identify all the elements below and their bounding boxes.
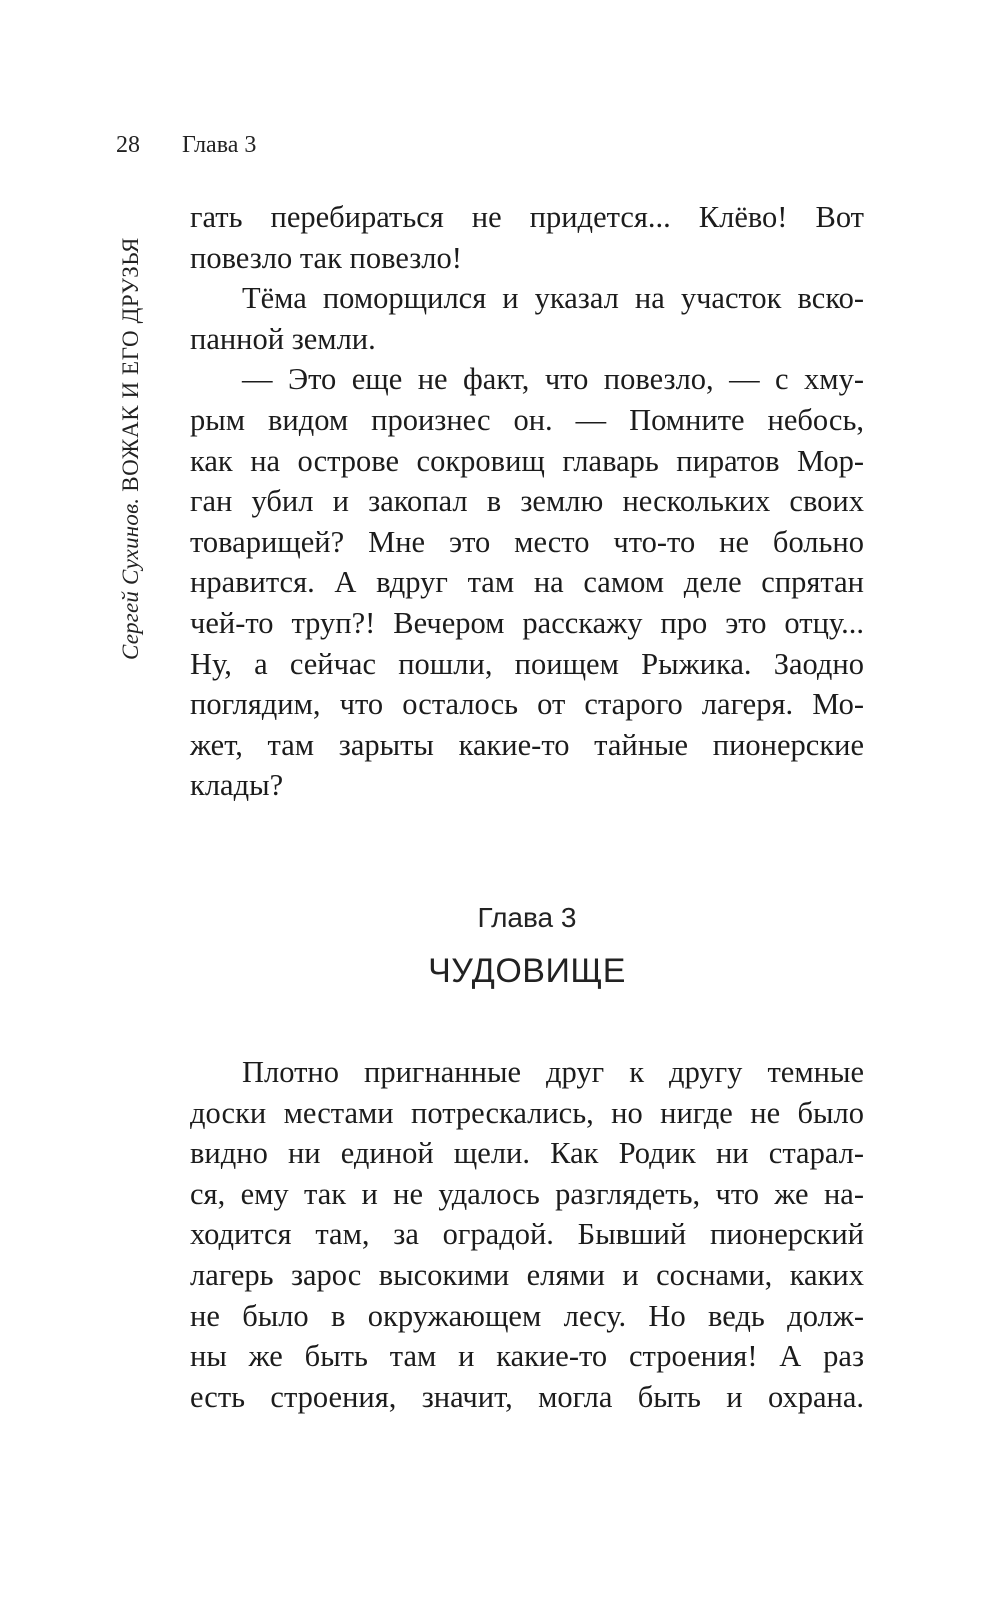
text-line: — Это еще не факт, что повезло, — с хму- bbox=[242, 362, 864, 397]
spine-title bbox=[118, 190, 154, 660]
text-line: Ну, а сейчас пошли, поищем Рыжика. Заодно bbox=[190, 646, 864, 681]
text-line: Тёма поморщился и указал на участок вско- bbox=[242, 281, 864, 316]
chapter-number: Глава 3 bbox=[477, 902, 577, 933]
running-title: Глава 3 bbox=[182, 132, 257, 158]
text-line: не было в окружающем лесу. Но ведь долж- bbox=[190, 1298, 864, 1333]
text-line: ся, ему так и не удалось разглядеть, что же на- bbox=[190, 1176, 864, 1211]
text-line: поглядим, что осталось от старого лагеря. Мо- bbox=[190, 687, 864, 722]
page-number: 28 bbox=[116, 132, 140, 158]
text-line: доски местами потрескались, но нигде не было bbox=[190, 1095, 864, 1130]
running-head bbox=[116, 132, 256, 159]
book-title: ВОЖАК И ЕГО ДРУЗЬЯ bbox=[118, 237, 143, 492]
text-line: товарищей? Мне это место что-то не больно bbox=[190, 524, 864, 559]
text-line: Плотно пригнанные друг к другу темные bbox=[242, 1055, 864, 1089]
text-line: гать перебираться не придется... Клёво! Вот bbox=[190, 200, 864, 234]
text-line: лагерь зарос высокими елями и соснами, каких bbox=[190, 1257, 864, 1292]
text-line: клады? bbox=[190, 768, 284, 803]
text-line: рым видом произнес он. — Помните небось, bbox=[190, 402, 864, 437]
text-line: повезло так повезло! bbox=[190, 240, 462, 275]
text-line: нравится. А вдруг там на самом деле спрятан bbox=[190, 565, 864, 600]
chapter-title: ЧУДОВИЩЕ bbox=[428, 952, 626, 990]
text-line: видно ни единой щели. Как Родик ни старал- bbox=[190, 1136, 864, 1171]
text-line: ны же быть там и какие-то строения! А раз bbox=[190, 1339, 864, 1374]
author-name: Сергей Сухинов. bbox=[118, 497, 143, 660]
text-line: ходится там, за оградой. Бывший пионерский bbox=[190, 1217, 864, 1252]
text-line: жет, там зарыты какие-то тайные пионерские bbox=[190, 727, 864, 762]
text-block-chapter-start bbox=[190, 1052, 864, 1417]
text-line: чей-то труп?! Вечером расскажу про это отцу... bbox=[190, 605, 864, 640]
text-line: как на острове сокровищ главарь пиратов Мор- bbox=[190, 443, 864, 478]
text-line: панной земли. bbox=[190, 321, 376, 356]
text-block-previous-chapter bbox=[190, 197, 864, 806]
text-line: ган убил и закопал в землю нескольких своих bbox=[190, 484, 864, 519]
text-line: есть строения, значит, могла быть и охрана. bbox=[190, 1379, 864, 1414]
